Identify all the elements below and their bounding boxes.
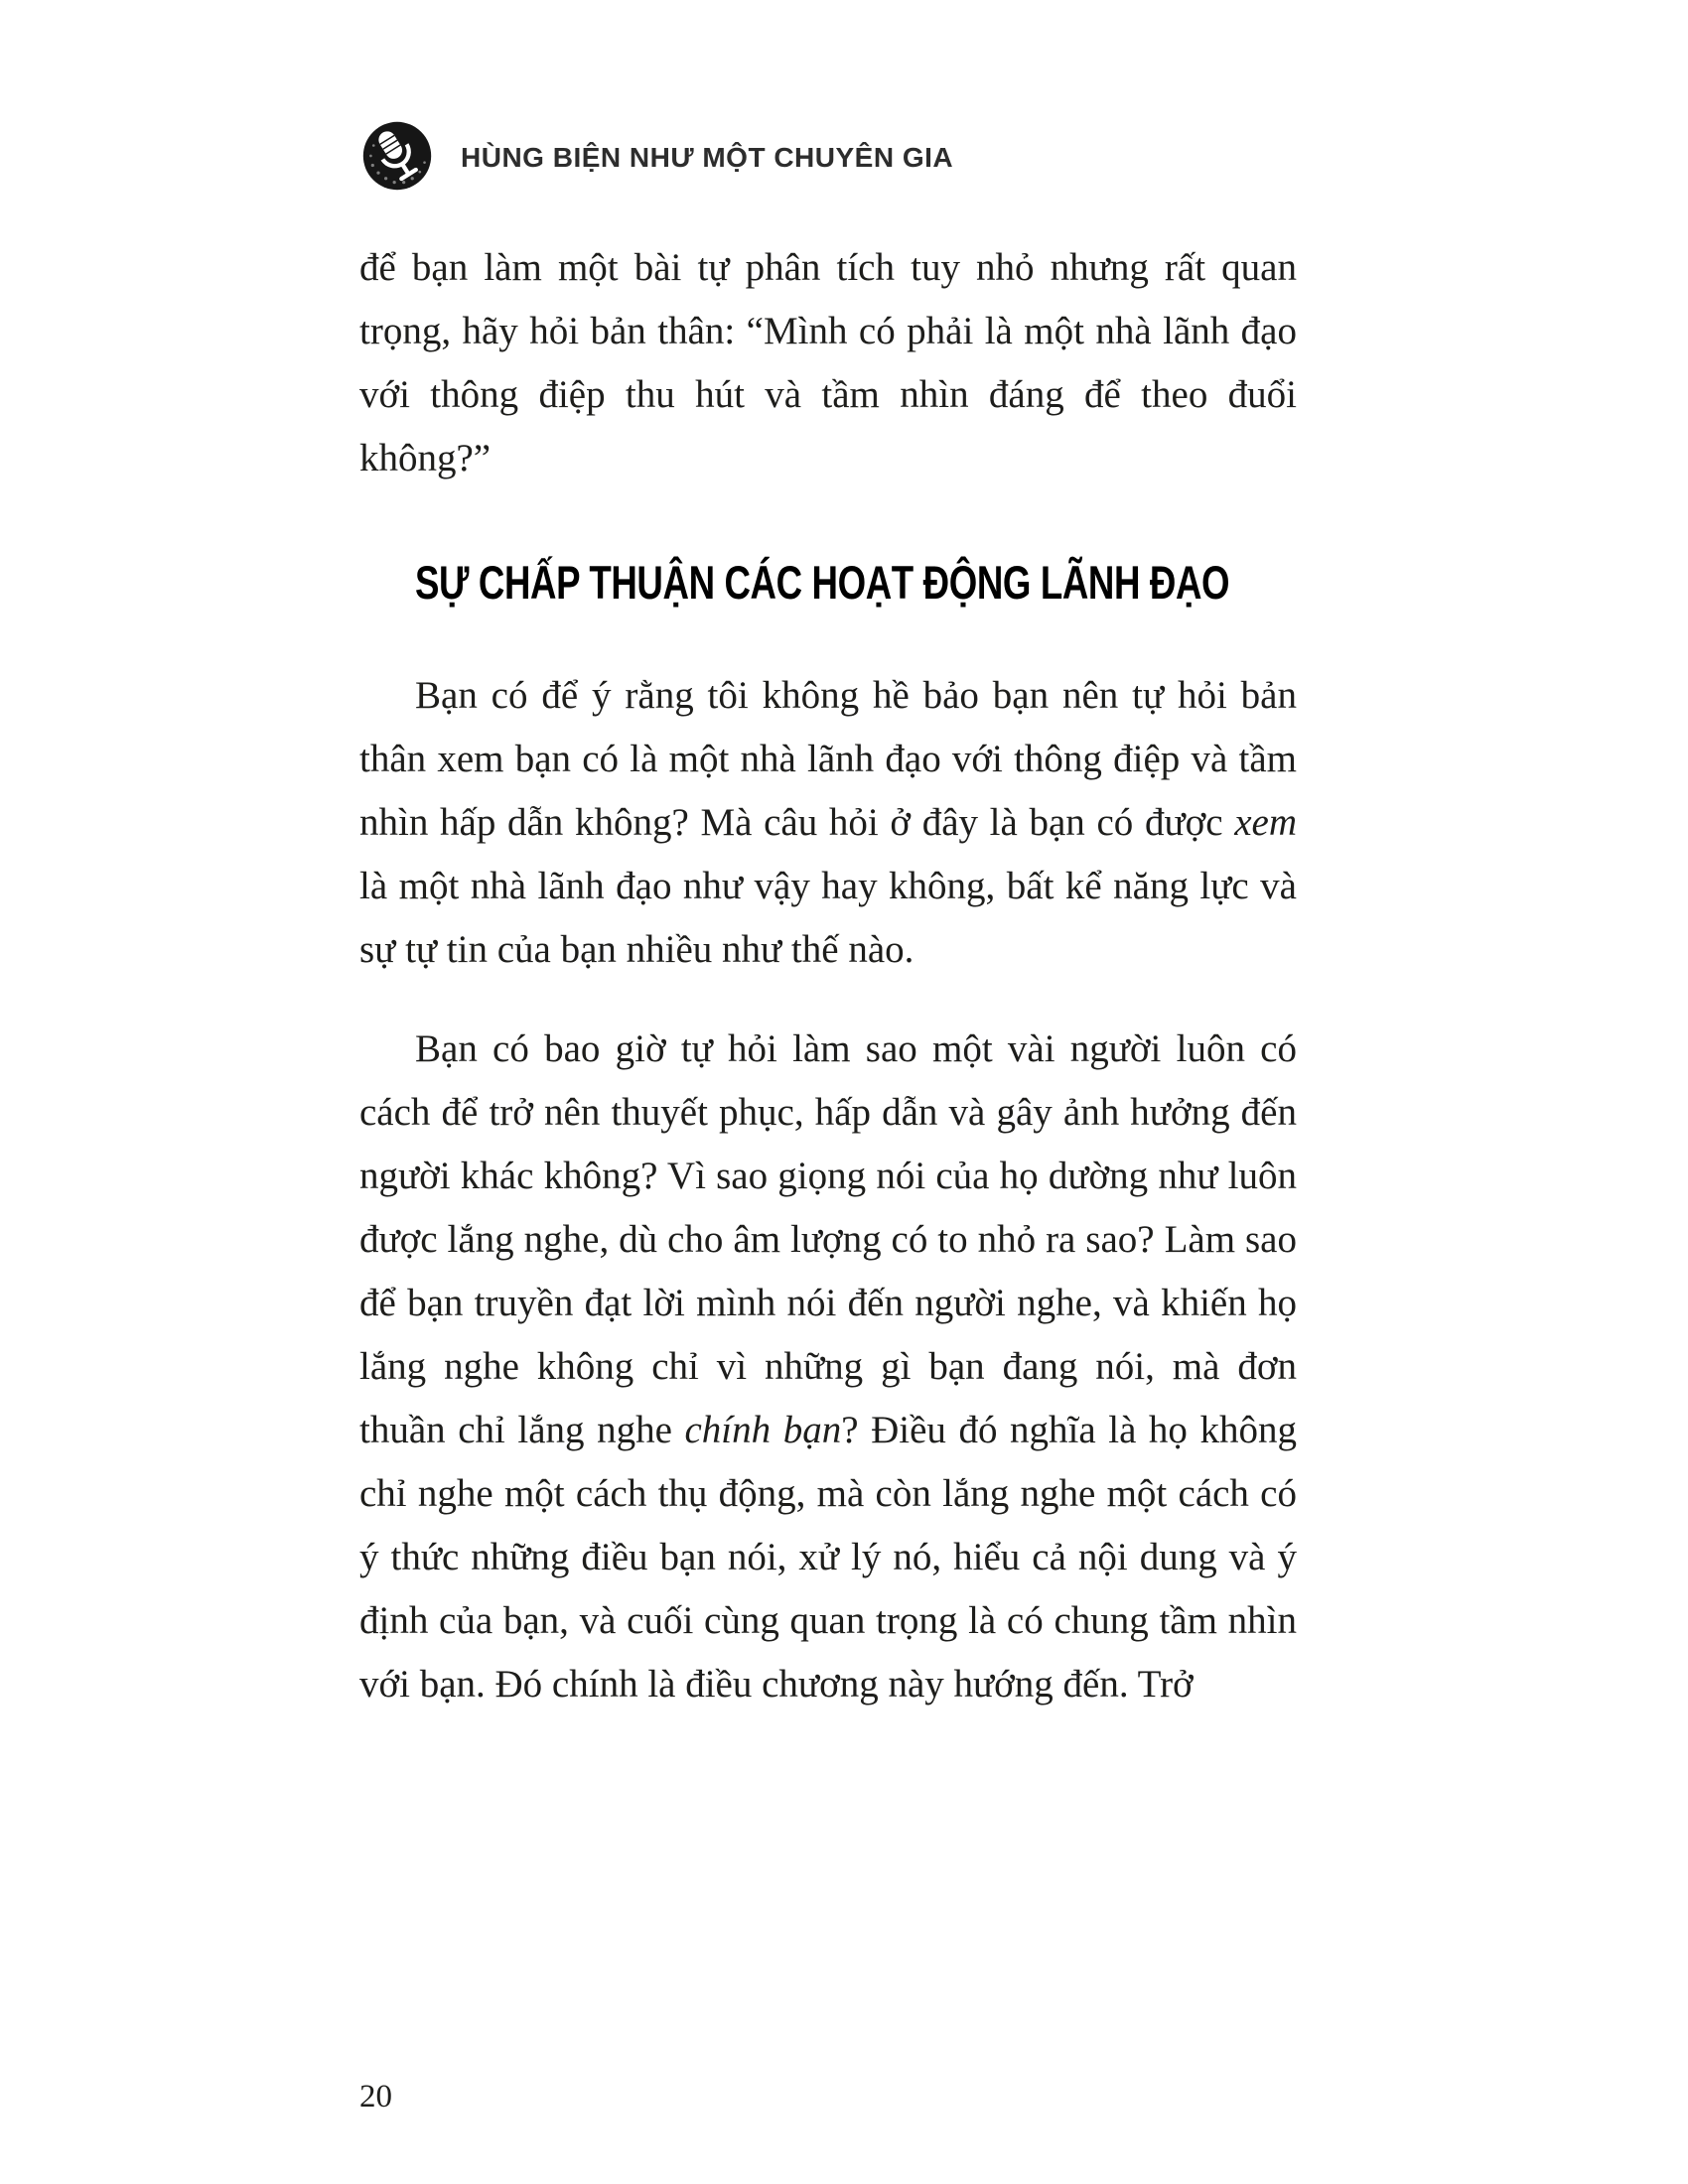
paragraph-2-italic: xem <box>1234 801 1297 845</box>
running-title: HÙNG BIỆN NHƯ MỘT CHUYÊN GIA <box>461 142 954 173</box>
section-heading <box>359 552 1297 613</box>
body-paragraph <box>359 664 1297 982</box>
paragraph-3-text-pre: Bạn có bao giờ tự hỏi làm sao một vài người luôn có cách để trở nên thuyết phục, hấp dẫn và gây ảnh hưởng đến người khác không? Vì sao giọng nói của họ dường như luôn được lắng nghe, dù cho âm lượng có to nhỏ ra sao? Làm sao để bạn truyền đạt lời mình nói đến người nghe, và khiến họ lắng nghe không chỉ vì những gì bạn đang nói, mà đơn thuần chỉ lắng nghe <box>359 1027 1297 1452</box>
intro-paragraph: để bạn làm một bài tự phân tích tuy nhỏ nhưng rất quan trọng, hãy hỏi bản thân: “Mình có phải là một nhà lãnh đạo với thông điệp thu hút và tầm nhìn đáng để theo đuổi không?” <box>359 246 1297 479</box>
paragraph-3-text-post: ? Điều đó nghĩa là họ không chỉ nghe một cách thụ động, mà còn lắng nghe một cách có ý thức những điều bạn nói, xử lý nó, hiểu cả nội dung và ý định của bạn, và cuối cùng quan trọng là có chung tầm nhìn với bạn. Đó chính là điều chương này hướng đến. Trở <box>359 1409 1297 1706</box>
section-heading-text: SỰ CHẤP THUẬN CÁC HOẠT ĐỘNG LÃNH ĐẠO <box>415 556 1230 609</box>
text-column <box>359 117 1297 1716</box>
running-header <box>359 117 1297 195</box>
microphone-icon <box>359 118 435 194</box>
paragraph-3-italic: chính bạn <box>684 1409 842 1452</box>
page-number: 20 <box>359 2079 392 2115</box>
paragraph-2-text-post: là một nhà lãnh đạo như vậy hay không, bất kể năng lực và sự tự tin của bạn nhiều như thế nào. <box>359 865 1297 972</box>
paragraph-2-text-pre: Bạn có để ý rằng tôi không hề bảo bạn nên tự hỏi bản thân xem bạn có là một nhà lãnh đạo với thông điệp và tầm nhìn hấp dẫn không? Mà câu hỏi ở đây là bạn có được <box>359 674 1297 845</box>
body-paragraph <box>359 1018 1297 1716</box>
